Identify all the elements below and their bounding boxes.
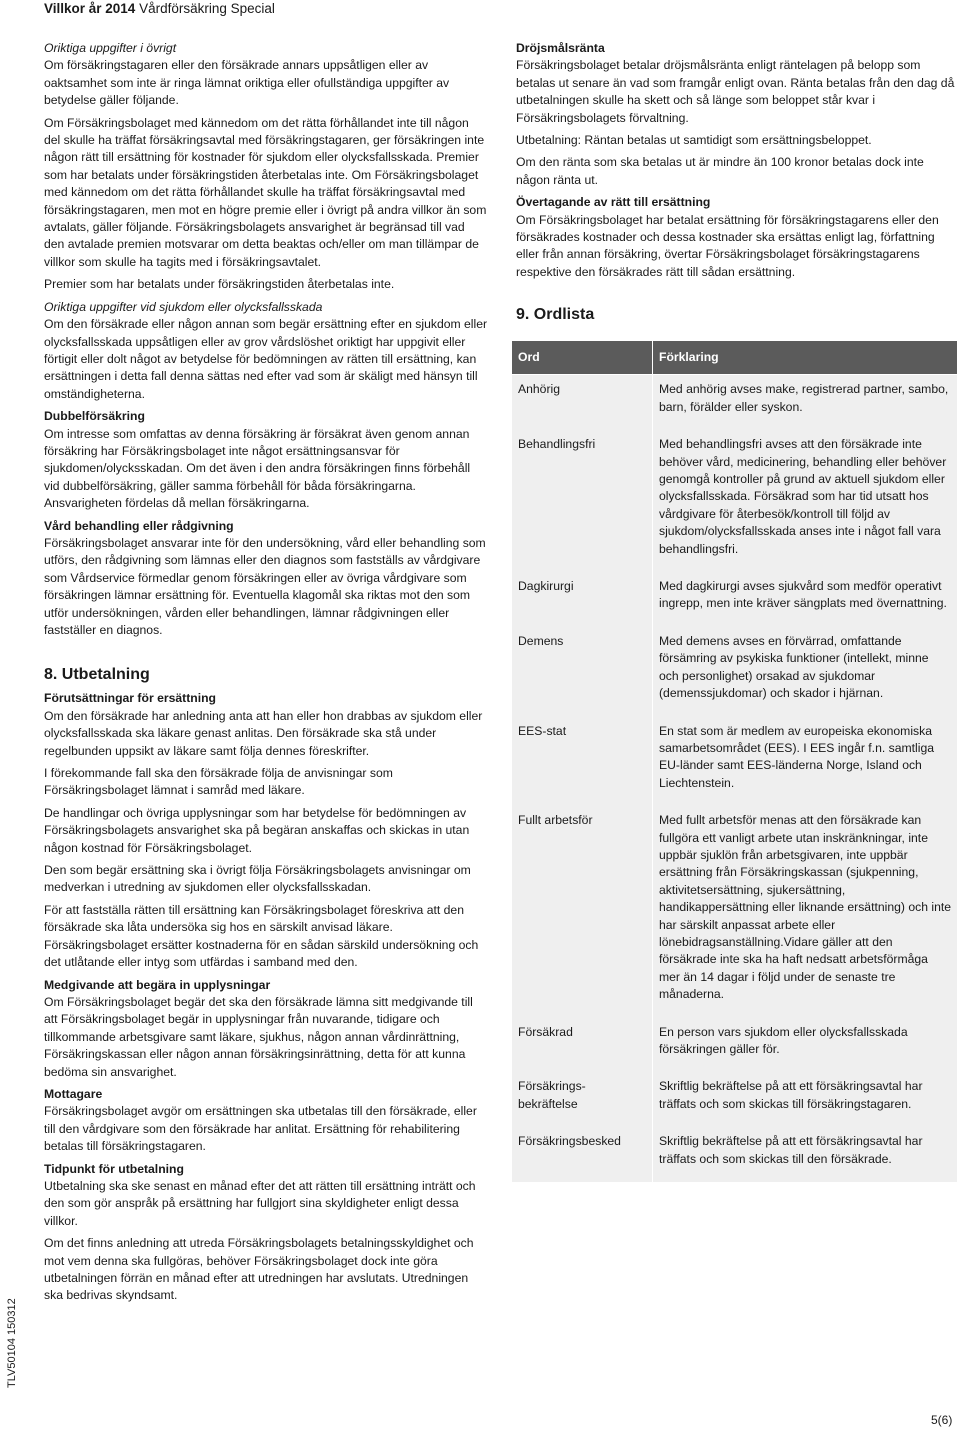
glossary-word: Försäkringsbesked: [512, 1127, 653, 1182]
glossary-word: Dagkirurgi: [512, 572, 653, 627]
header-title-bold: Villkor år 2014: [44, 1, 136, 16]
table-row: [512, 1072, 958, 1127]
paragraph: Om försäkringstagaren eller den försäkrade annars uppsåtligen eller av oaktsamhet som inte är ringa lämnat oriktiga eller ofullständiga uppgifter av betydelse gäller följande.: [44, 58, 450, 108]
paragraph: Om Försäkringsbolaget har betalat ersättning för försäkringstagarens eller den försäkrades kostnader och dessa kostnader ska ersättas enligt lag, författning eller från annan försäkring, övertar Försäkringsbolaget försäkringstagarens respektive den försäkrades rätt till sådan ersättning.: [516, 212, 939, 279]
document-code: TLV50104 150312: [6, 1298, 18, 1388]
table-row: [512, 430, 958, 572]
table-row: [512, 627, 958, 717]
paragraph: Om den ränta som ska betalas ut är mindre än 100 kronor betalas dock inte någon ränta ut.: [516, 155, 924, 187]
glossary-explanation: Med behandlingsfri avses att den försäkrade inte behöver vård, medicinering, behandling eller behöver genomgå kontroller på grund av aktuell sjukdom eller olycksfallsskada. Försäkrad som har tid utsatt hos vårdgivare för återbesök/kontroll till följd av sjukdom/olycksfallsskada anses inte i något fall vara behandlingsfri.: [653, 430, 958, 572]
table-row: [512, 717, 958, 807]
header-title-rest: Vårdförsäkring Special: [135, 1, 275, 16]
paragraph: I förekommande fall ska den försäkrade följa de anvisningar som Försäkringsbolaget lämnat i samråd med läkare.: [44, 766, 393, 798]
section-heading: Övertagande av rätt till ersättning: [516, 195, 711, 210]
glossary-explanation: En person vars sjukdom eller olycksfallsskada försäkringen gäller för.: [653, 1018, 958, 1073]
page-header: [44, 0, 275, 22]
glossary-word: EES-stat: [512, 717, 653, 807]
paragraph: För att fastställa rätten till ersättning kan Försäkringsbolaget föreskriva att den försäkrade ska låta undersöka sig hos en särskilt anvisad läkare. Försäkringsbolaget ersätter kostnaderna för en sådan särskild undersökning och det utlåtande eller intyg som utfärdas i samband med den.: [44, 902, 479, 970]
glossary-word: Fullt arbetsför: [512, 806, 653, 1017]
glossary-explanation: Med anhörig avses make, registrerad partner, sambo, barn, förälder eller syskon.: [653, 375, 958, 430]
paragraph: Försäkringsbolaget avgör om ersättningen ska utbetalas till den försäkrade, eller till den vårdgivare som den försäkrade har anlitat. Ersättning för rehabilitering betalas till försäkringstagaren.: [44, 1104, 477, 1154]
section-heading: Dröjsmålsränta: [516, 41, 605, 55]
glossary-word: Försäkrings- bekräftelse: [512, 1072, 653, 1127]
paragraph: Utbetalning ska ske senast en månad efter det att rätten till ersättning inträtt och den som gör anspråk på ersättning har fullgjort sina skyldigheter enligt dessa villkor.: [44, 1178, 476, 1228]
glossary-col-word: Ord: [512, 341, 653, 375]
left-column: [44, 40, 488, 1310]
table-row: [512, 1127, 958, 1182]
section-heading: Oriktiga uppgifter i övrigt: [44, 41, 177, 55]
section-heading: Dubbelförsäkring: [44, 409, 145, 424]
paragraph: Den som begär ersättning ska i övrigt följa Försäkringsbolagets anvisningar om medverkan i utredning av sjukdomen eller olycksfallsskadan.: [44, 863, 471, 895]
glossary-col-explanation: Förklaring: [653, 341, 958, 375]
glossary-explanation: Med demens avses en förvärrad, omfattande försämring av psykiska funktioner (intellekt, minne och personlighet) orsakad av sjukdomar (demenssjukdomar) och skador i hjärnan.: [653, 627, 958, 717]
table-row: [512, 806, 958, 1017]
paragraph: Utbetalning: Räntan betalas ut samtidigt som ersättningsbeloppet.: [516, 133, 872, 148]
paragraph: Om Försäkringsbolaget begär det ska den försäkrade lämna sitt medgivande till att Försäkringsbolaget begär in upplysningar från nuvarande, tidigare och tillkommande arbetsgivare samt läkare, sjukhus, någon annan vårdinrättning, Försäkringskassan eller någon annan försäkringsinrättning, detta för att kunna bedöma sin ansvarighet.: [44, 994, 473, 1079]
glossary-header-row: [512, 341, 958, 375]
paragraph: Om den försäkrade har anledning anta att han eller hon drabbas av sjukdom eller olycksfallsskada ska läkare genast anlitas. Den försäkrade ska stå under regelbunden uppsikt av läkare samt följa dennes föreskrifter.: [44, 708, 483, 758]
table-row: [512, 572, 958, 627]
glossary-body: [512, 375, 958, 1182]
section-heading: Förutsättningar för ersättning: [44, 691, 216, 706]
section-heading: Mottagare: [44, 1086, 103, 1101]
section-heading: Medgivande att begära in upplysningar: [44, 977, 271, 992]
paragraph: Försäkringsbolaget ansvarar inte för den undersökning, vård eller behandling som utförs, den rådgivning som lämnas eller den diagnos som fastställs av vårdgivare som Vårdservice förmedlar genom försäkringen eller av övriga vårdgivare som försäkringen lämnar ersättning för. Eventuella klagomål ska riktas mot den som utför undersökningen, vården eller behandlingen, lämnar rådgivningen eller fastställer en diagnos.: [44, 535, 486, 637]
table-row: [512, 375, 958, 430]
right-column: [516, 40, 956, 330]
chapter-heading: 8. Utbetalning: [44, 666, 150, 684]
paragraph: Om Försäkringsbolaget med kännedom om det rätta förhållandet inte till någon del skulle ha träffat försäkringsavtal med försäkringstagaren, ger försäkringen inte någon rätt till ersättning för kostnader för sjukdom eller olycksfallsskada. Premier som har betalats under försäkringstiden återbetalas inte. Om Försäkringsbolaget med kännedom om det rätta förhållandet skulle ha träffat försäkringsavtal med försäkringstagaren, men mot en högre premie eller i övrigt på andra villkor än som avtalats, gäller följande. Försäkringsbolagets ansvarighet är begränsad till vad den avtalade premien motsvarar om detta beaktas och/eller om man tillämpar de villkor som skulle ha tagits med i försäkringsavtalet.: [44, 115, 487, 269]
glossary-explanation: Med dagkirurgi avses sjukvård som medför operativt ingrepp, men inte kräver sängplats med övernattning.: [653, 572, 958, 627]
paragraph: Om det finns anledning att utreda Försäkringsbolagets betalningsskyldighet och mot vem denna ska fullgöras, behöver Försäkringsbolaget dock inte göra utbetalningen förrän en månad efter att utredningen har avslutats. Utredningen ska bedrivas skyndsamt.: [44, 1236, 474, 1303]
paragraph: Om intresse som omfattas av denna försäkring är försäkrat även genom annan försäkring har Försäkringsbolaget inte något ersättningsansvar för sjukdomen/olycksskadan. Om det även i den andra försäkringen finns förbehåll vid dubbelförsäkring, gäller samma förbehåll för båda försäkringarna. Ansvarigheten fördelas då mellan försäkringarna.: [44, 426, 471, 511]
glossary-table: [511, 340, 958, 1182]
glossary-word: Anhörig: [512, 375, 653, 430]
glossary-explanation: Skriftlig bekräftelse på att ett försäkringsavtal har träffats och som skickas till försäkringstagaren.: [653, 1072, 958, 1127]
section-heading: Vård behandling eller rådgivning: [44, 518, 234, 533]
glossary-word: Demens: [512, 627, 653, 717]
paragraph: Om den försäkrade eller någon annan som begär ersättning efter en sjukdom eller olycksfallsskada uppsåtligen eller av grov vårdslöshet oriktigt har uppgivit eller förtigit eller dolt något av betydelse för bedömningen av rätten till ersättning, kan ersättningen i detta fall denna sättas ned efter vad som är skäligt med hänsyn till omständigheterna.: [44, 317, 488, 401]
section-heading: Tidpunkt för utbetalning: [44, 1161, 184, 1176]
glossary-explanation: Med fullt arbetsför menas att den försäkrade kan fullgöra ett vanligt arbete utan inskränkningar, inte uppbär sjuklön från arbetsgivaren, inte uppbär ersättning från Försäkringskassan (sjukpenning, aktivitetsersättning, sjukersättning, handikappersättning eller liknande ersättning) och inte har särskilt anpassat arbete eller lönebidragsanställning.Vidare gäller att den försäkrade inte ska ha haft nedsatt arbetsförmåga mer än 14 dagar i följd under de senaste tre månaderna.: [653, 806, 958, 1017]
table-row: [512, 1018, 958, 1073]
chapter-heading: 9. Ordlista: [516, 306, 595, 324]
glossary-explanation: Skriftlig bekräftelse på att ett försäkringsavtal har träffats och som skickas till den försäkrade.: [653, 1127, 958, 1182]
glossary-word: Behandlingsfri: [512, 430, 653, 572]
paragraph: Premier som har betalats under försäkringstiden återbetalas inte.: [44, 277, 395, 292]
paragraph: Försäkringsbolaget betalar dröjsmålsränta enligt räntelagen på belopp som betalas ut senare än vad som framgår enligt ovan. Ränta betalas från den dag då utbetalningen skulle ha skett och så länge som beloppet står kvar i Försäkringsbolagets förvaltning.: [516, 58, 955, 125]
glossary-word: Försäkrad: [512, 1018, 653, 1073]
section-heading: Oriktiga uppgifter vid sjukdom eller olycksfallsskada: [44, 299, 323, 314]
page-number: 5(6): [931, 1413, 953, 1427]
glossary-explanation: En stat som är medlem av europeiska ekonomiska samarbetsområdet (EES). I EES ingår f.n. samtliga EU-länder samt EES-länderna Norge, Island och Liechtenstein.: [653, 717, 958, 807]
paragraph: De handlingar och övriga upplysningar som har betydelse för bedömningen av Försäkringsbolagets ansvarighet ska på begäran anskaffas och skickas in utan någon kostnad för Försäkringsbolaget.: [44, 805, 470, 855]
